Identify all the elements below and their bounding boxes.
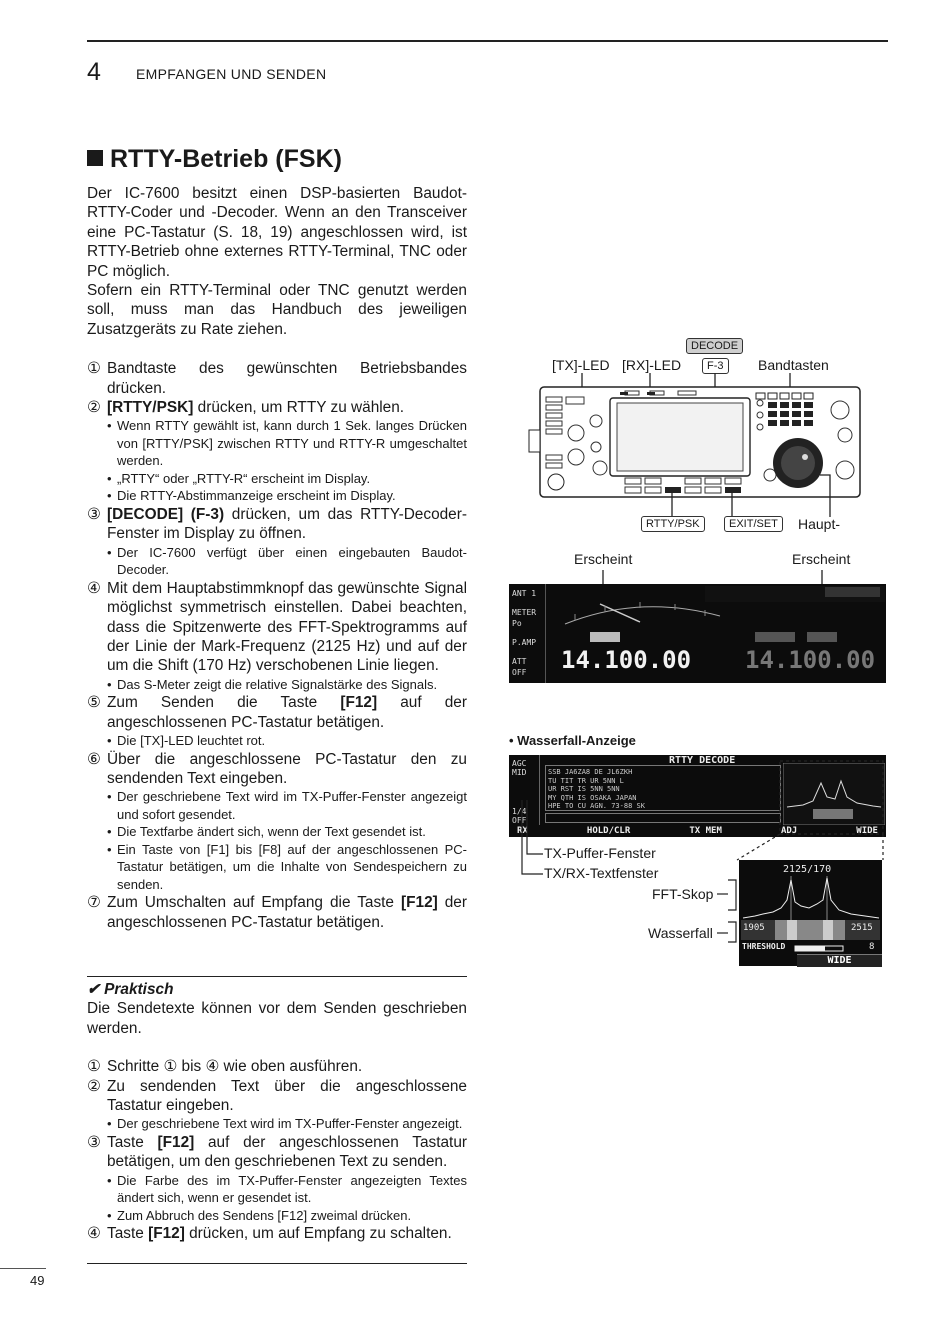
bullet-dot-icon: • [107,488,112,504]
step-number: ④ [87,579,101,597]
step-text: drücken, um das RTTY-Decoder-Fenster im Display zu öffnen. [107,505,467,543]
transceiver-figure [500,335,900,535]
bullet-text: „RTTY“ oder „RTTY-R“ erscheint im Display. [117,470,371,486]
decode-side-att: 1/4 OFF [512,807,527,825]
bullet-dot-icon: • [107,676,112,692]
step-key: [F12] [148,1225,185,1243]
top-rule [87,40,888,42]
tx-led-label: [TX]-LED [552,357,610,373]
zoom-title: 2125/170 [783,864,832,875]
step-item [87,1133,467,1172]
step-item [87,505,467,544]
step-item [87,1224,467,1243]
tx-puffer-label: TX-Puffer-Fenster [544,845,656,861]
step-text: Taste [107,1133,158,1151]
step-number: ⑤ [87,694,101,712]
step-bullet [87,544,467,579]
praktisch-steps [87,1057,467,1243]
bullet-text: Ein Taste von [F1] bis [F8] auf der angeschlossenen PC-Tastatur betätigen, um die Inhalte von Sendespeichern zu senden. [117,841,467,892]
intro-paragraph-1: Der IC-7600 besitzt einen DSP-basierten Baudot-RTTY-Coder und -Decoder. Wenn an den Transceiver eine PC-Tastatur (S. 18, 19) angeschlossen wird, ist RTTY-Betrieb ohne externes RTTY-Terminal, TNC oder PC möglich. [87,185,467,280]
step-number: ① [87,360,101,378]
step-item [87,1077,467,1116]
step-key: [F12] [340,694,378,712]
bullet-dot-icon: • [107,1116,112,1132]
bullet-dot-icon: • [107,1172,112,1188]
praktisch-title: ✔ Praktisch [87,981,174,998]
step-item [87,398,467,417]
step-item [87,893,467,932]
bullet-dot-icon: • [107,841,112,857]
intro-paragraph-2: Sofern ein RTTY-Terminal oder TNC genutzt werden soll, muss man das Handbuch des jeweiligen Zusatzgeräts zu Rate ziehen. [87,282,467,338]
rx-text-line: HPE TO CU AGN. 73-88 SK [548,802,645,810]
step-number: ④ [87,1225,101,1243]
bullet-dot-icon: • [107,544,112,560]
step-text: drücken, um auf Empfang zu schalten. [184,1225,452,1243]
step-bullet [87,788,467,823]
side-meter: METER Po [512,608,537,628]
zoom-threshold: THRESHOLD [742,942,786,951]
step-bullet [87,470,467,488]
fft-skop-label: FFT-Skop [652,886,714,902]
step-text: Zum Senden die Taste [107,694,341,712]
step-item [87,750,467,789]
step-text: Mit dem Hauptabstimmknopf das gewünschte Signal möglichst symmetrisch einstellen. Dabei beachten, dass die Spitzenwerte des FFT-Spektrogramms auf der Linie der Mark-Frequenz (2125 Hz) und auf der um die Shift (170 Hz) verschobenen Linie liegen. [107,579,467,675]
bullet-text: Das S-Meter zeigt die relative Signalstärke des Signals. [117,676,438,692]
side-pamp: P.AMP [512,638,537,647]
step-text: Schritte ① bis ④ wie oben ausführen. [107,1058,363,1076]
step-number: ⑦ [87,894,101,912]
praktisch-text: Die Sendetexte können vor dem Senden geschrieben werden. [87,1000,467,1037]
step-text: Bandtaste des gewünschten Betriebsbandes drücken. [107,360,467,397]
txrx-text-label: TX/RX-Textfenster [544,865,659,881]
bullet-text: Wenn RTTY gewählt ist, kann durch 1 Sek. langes Drücken von [RTTY/PSK] zwischen RTTY und RTTY-R umgeschaltet werden. [117,418,467,469]
bullet-dot-icon: • [107,824,112,840]
step-bullet [87,732,467,750]
step-key: [F12] [400,894,438,912]
chapter-title: EMPFANGEN UND SENDEN [136,66,327,82]
page-number: 49 [30,1273,45,1288]
step-text: Taste [107,1225,149,1243]
fn-rx: RX [517,826,528,836]
fn-wide: WIDE [856,826,878,836]
bullet-dot-icon: • [107,733,112,749]
step-key: [DECODE] (F-3) [107,505,225,523]
step-text: auf der angeschlossenen Tastatur betätigen, um den geschriebenen Text zu senden. [107,1133,468,1171]
bullet-text: Der geschriebene Text wird im TX-Puffer-Fenster angezeigt und sofort gesendet. [117,789,467,822]
zoom-display [739,860,882,966]
bullet-dot-icon: • [107,1207,112,1223]
step-number: ⑥ [87,750,101,768]
bullet-dot-icon: • [107,470,112,486]
bullet-text: Die RTTY-Abstimmanzeige erscheint im Display. [117,488,396,504]
step-number: ③ [87,1133,101,1151]
step-number: ③ [87,505,101,523]
step-bullet [87,1172,467,1207]
frequency-sub: 14.100.00 [745,646,876,674]
section-title: RTTY-Betrieb (FSK) [87,145,342,174]
step-text: Zum Umschalten auf Empfang die Taste [107,894,401,912]
steps-list [87,359,467,932]
page-number-rule [0,1268,46,1269]
step-item [87,579,467,676]
zoom-low: 1905 [743,923,765,933]
bullet-text: Zum Abbruch des Sendens [F12] zweimal drücken. [117,1207,412,1223]
step-text: drücken, um RTTY zu wählen. [193,399,405,417]
step-number: ② [87,1077,101,1095]
step-item [87,1057,467,1076]
bullet-text: Der geschriebene Text wird im TX-Puffer-Fenster angezeigt. [117,1116,463,1132]
step-text: Über die angeschlossene PC-Tastatur den zu sendenden Text eingeben. [107,750,467,788]
step-number: ① [87,1058,101,1076]
step-key: [F12] [157,1133,195,1151]
main-column [87,184,467,932]
bullet-text: Die [TX]-LED leuchtet rot. [117,733,266,749]
praktisch-box [87,980,467,1244]
fn-hold-clr: HOLD/CLR [586,826,631,836]
step-item [87,359,467,398]
step-bullet [87,417,467,470]
bandtasten-label: Bandtasten [758,357,829,373]
rx-led-label: [RX]-LED [622,357,682,373]
decode-label: DECODE [686,338,743,354]
main-display [509,584,886,683]
rx-text-line: UR RST IS 5NN 5NN [548,785,620,793]
step-key: [RTTY/PSK] [107,399,194,417]
wasserfall-label: Wasserfall [648,925,713,941]
step-item [87,693,467,732]
rx-text-line: SSB JA6ZA8 DE JL6ZKH [548,768,633,776]
bullet-text: Die Textfarbe ändert sich, wenn der Text gesendet ist. [117,824,426,840]
f3-label: F-3 [702,358,729,374]
side-ant: ANT 1 [512,589,537,598]
exit-set-label: EXIT/SET [724,516,783,532]
square-bullet-icon [87,150,103,166]
rx-text-line: TU TIT TR UR 5NN L [548,776,624,785]
zoom-high: 2515 [851,923,873,933]
step-bullet [87,1115,467,1133]
erscheint-left-label: Erscheint [574,551,633,567]
side-att: ATT OFF [512,657,527,677]
bullet-dot-icon: • [107,418,112,434]
frequency-main: 14.100.00 [561,646,692,674]
zoom-wide: WIDE [797,954,882,967]
zoom-threshold-value: 8 [869,942,875,952]
step-bullet [87,487,467,505]
praktisch-rule [87,976,467,977]
bullet-text: Der IC-7600 verfügt über einen eingebauten Baudot-Decoder. [117,544,467,578]
bullet-dot-icon: • [107,789,112,805]
step-bullet [87,1207,467,1225]
step-text: auf der angeschlossenen PC-Tastatur betätigen. [107,694,467,731]
wasserfall-caption: • Wasserfall-Anzeige [509,733,636,748]
decode-side-agc: AGC MID [512,759,527,777]
step-text: der angeschlossenen PC-Tastatur betätigen. [107,894,467,931]
step-bullet [87,823,467,841]
bullet-text: Die Farbe des im TX-Puffer-Fenster angezeigten Textes ändert sich, wenn er gesendet ist. [117,1172,467,1206]
fn-tx-mem: TX MEM [689,826,722,836]
haupt-label: Haupt- [798,516,841,532]
decode-title: RTTY DECODE [669,755,736,766]
display-side-menu [509,584,546,683]
step-text: Zu sendenden Text über die angeschlossene Tastatur eingeben. [107,1077,467,1115]
rtty-psk-label: RTTY/PSK [641,516,705,532]
rx-text-line: MY QTH IS OSAKA JAPAN [548,793,637,802]
bottom-rule [87,1263,467,1264]
step-number: ② [87,399,101,417]
erscheint-right-label: Erscheint [792,551,851,567]
zoom-callout-brackets [712,870,742,950]
step-bullet [87,841,467,894]
step-bullet [87,676,467,694]
chapter-number: 4 [87,58,101,86]
transceiver-drawing [500,335,900,535]
fn-adj: ADJ [780,826,798,836]
